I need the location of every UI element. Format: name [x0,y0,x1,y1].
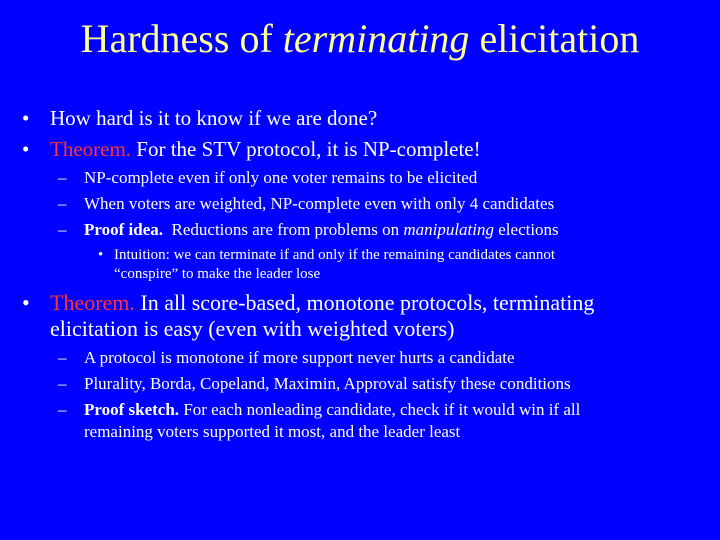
theorem-label: Theorem. [50,290,135,315]
bullet-2-marker: • [22,137,30,161]
bullet-1-text: How hard is it to know if we are done? [50,106,378,130]
sub-dash: – [58,194,67,213]
bullet-2-sub-1: NP-complete even if only one voter remains to be elicited [84,168,478,187]
sub-dash: – [58,348,67,367]
bullet-2-sub-3: Proof idea. Reductions are from problems on manipulating elections [84,220,559,239]
bullet-3-sub-2: Plurality, Borda, Copeland, Maximin, Approval satisfy these conditions [84,374,571,393]
bullet-3-marker: • [22,290,30,315]
slide-title: Hardness of terminating elicitation [80,16,640,61]
level3-bullet: • [98,247,104,263]
bullet-3-sub-1: A protocol is monotone if more support never hurts a candidate [84,348,515,367]
bullet-3-sub-3-line-2: remaining voters supported it most, and the leader least [84,422,461,441]
sub-dash: – [58,400,67,419]
sub-dash: – [58,168,67,187]
bullet-3-sub-3-line-1: Proof sketch. For each nonleading candidate, check if it would win if all [84,400,581,419]
bullet-2-sub-2: When voters are weighted, NP-complete even with only 4 candidates [84,194,555,213]
bullet-3-line-2: elicitation is easy (even with weighted voters) [50,316,455,341]
theorem-label: Theorem. [50,137,132,161]
sub-dash: – [58,374,67,393]
sub-dash: – [58,220,67,239]
bullet-2-text: Theorem. For the STV protocol, it is NP-complete! [50,137,481,161]
bullet-1-marker: • [22,106,30,130]
bullet-3-line-1: Theorem. In all score-based, monotone protocols, terminating [50,290,595,315]
intuition-line-1: Intuition: we can terminate if and only if the remaining candidates cannot [114,247,556,263]
intuition-line-2: “conspire” to make the leader lose [114,266,321,282]
